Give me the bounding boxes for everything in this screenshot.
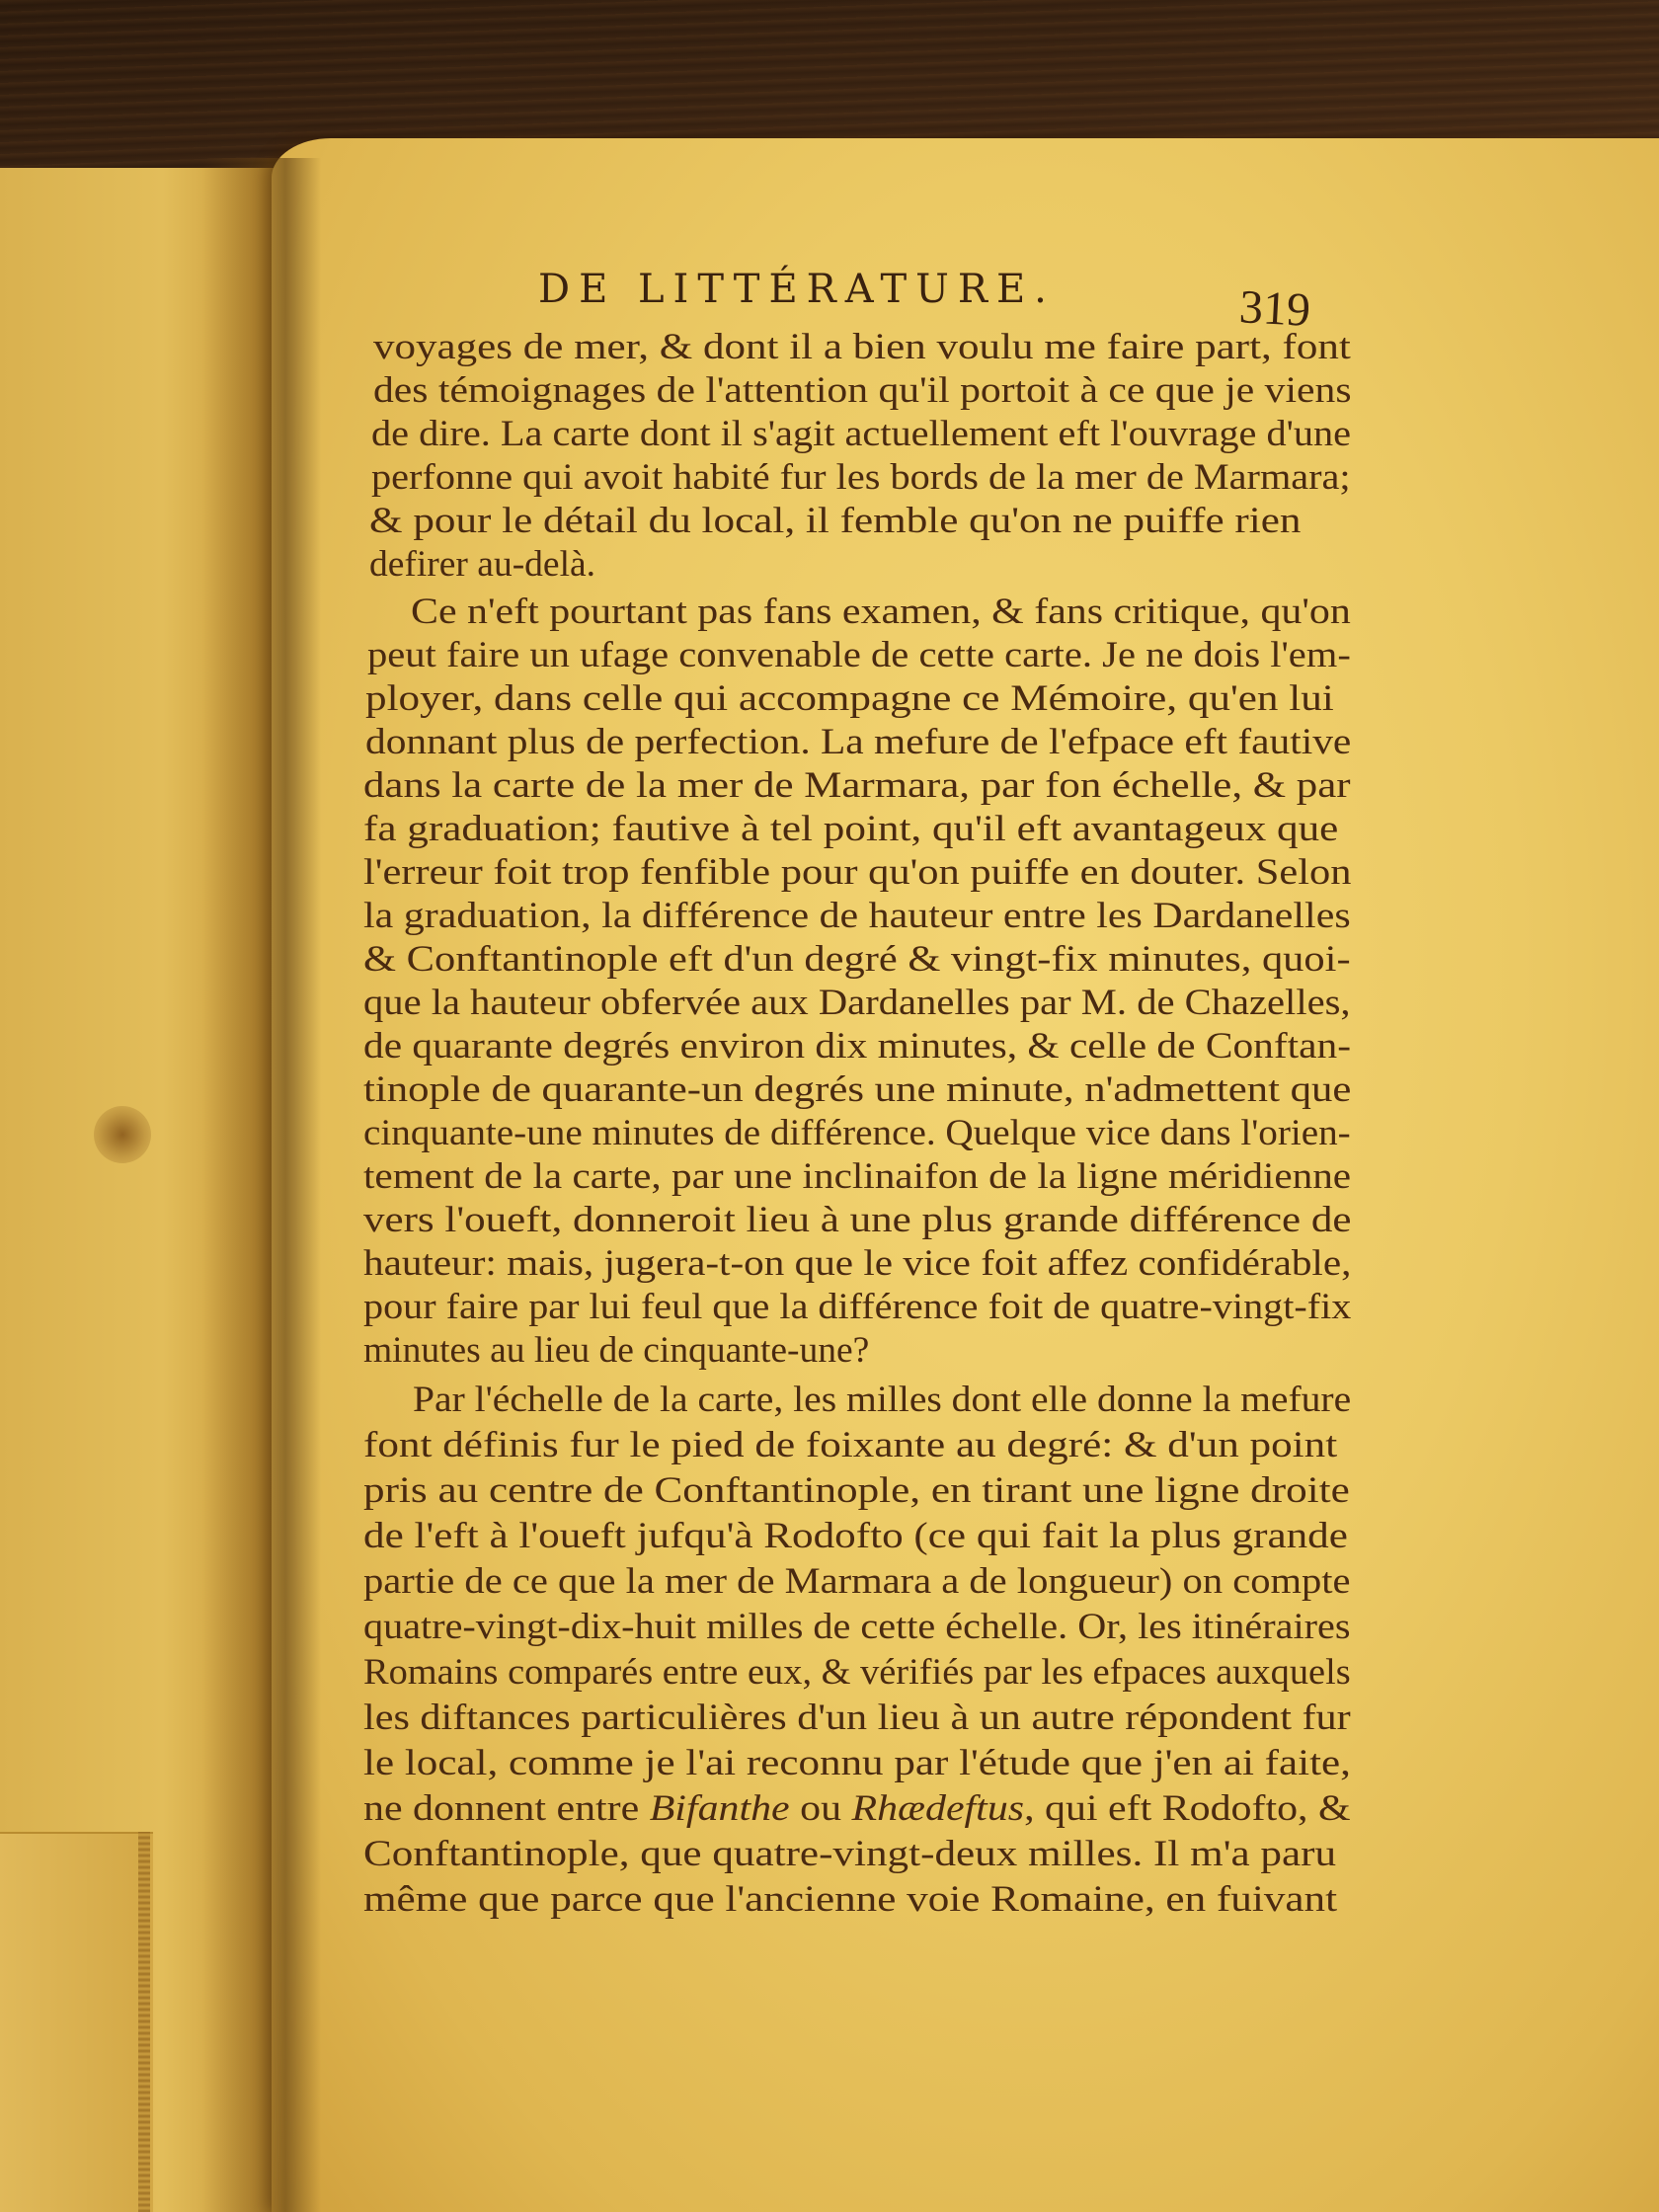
body-line: & pour le détail du local, il femble qu'on ne puiffe rien bbox=[369, 501, 1302, 541]
body-line: & Conftantinople eft d'un degré & vingt-fix minutes, quoi- bbox=[363, 939, 1351, 980]
body-line: la graduation, la différence de hauteur entre les Dardanelles bbox=[363, 896, 1351, 936]
body-line: minutes au lieu de cinquante-une? bbox=[363, 1330, 870, 1371]
body-line: Romains comparés entre eux, & vérifiés par les efpaces auxquels bbox=[363, 1652, 1351, 1693]
body-line-with-italics bbox=[363, 1787, 1351, 1831]
body-line: tement de la carte, par une inclinaifon de la ligne méridienne bbox=[363, 1156, 1352, 1197]
body-line: perfonne qui avoit habité fur les bords de la mer de Marmara; bbox=[371, 457, 1351, 498]
body-line: pris au centre de Conftantinople, en tirant une ligne droite bbox=[363, 1470, 1350, 1511]
line-segment: ne donnent entre bbox=[363, 1788, 650, 1829]
book-gutter bbox=[202, 158, 321, 2212]
left-page-stack bbox=[0, 1832, 153, 2212]
body-line: fa graduation; fautive à tel point, qu'il eft avantageux que bbox=[363, 809, 1339, 849]
page-number: 319 bbox=[1237, 280, 1312, 337]
paragraph-start-line: Par l'échelle de la carte, les milles dont elle donne la mefure bbox=[413, 1380, 1352, 1420]
body-line: hauteur: mais, jugera-t-on que le vice foit affez confidérable, bbox=[363, 1243, 1352, 1284]
body-line: cinquante-une minutes de différence. Quelque vice dans l'orien- bbox=[363, 1113, 1351, 1153]
line-segment: , qui eft Rodofto, & bbox=[1024, 1788, 1351, 1829]
body-line: dans la carte de la mer de Marmara, par fon échelle, & par bbox=[363, 765, 1351, 806]
body-line: pour faire par lui feul que la différence foit de quatre-vingt-fix bbox=[363, 1287, 1352, 1327]
body-line: de l'eft à l'oueft jufqu'à Rodofto (ce qui fait la plus grande bbox=[363, 1516, 1348, 1556]
body-line: tinople de quarante-un degrés une minute, n'admettent que bbox=[363, 1069, 1352, 1110]
italic-place-name: Bifanthe bbox=[649, 1788, 790, 1829]
body-line: que la hauteur obfervée aux Dardanelles par M. de Chazelles, bbox=[363, 983, 1351, 1023]
page-body bbox=[363, 326, 1400, 2005]
body-line: vers l'oueft, donneroit lieu à une plus grande différence de bbox=[363, 1200, 1352, 1240]
line-segment: ou bbox=[789, 1788, 852, 1829]
body-line: peut faire un ufage convenable de cette carte. Je ne dois l'em- bbox=[367, 635, 1351, 675]
body-line: voyages de mer, & dont il a bien voulu me faire part, font bbox=[373, 327, 1351, 367]
body-line: même que parce que l'ancienne voie Romaine, en fuivant bbox=[363, 1879, 1338, 1920]
body-line: de quarante degrés environ dix minutes, & celle de Conftan- bbox=[363, 1026, 1351, 1066]
body-line: font définis fur le pied de foixante au degré: & d'un point bbox=[363, 1425, 1338, 1465]
body-line: des témoignages de l'attention qu'il portoit à ce que je viens bbox=[373, 370, 1352, 411]
paper-stain bbox=[94, 1106, 151, 1163]
running-head: DE LITTÉRATURE. bbox=[538, 267, 1056, 312]
body-line: Conftantinople, que quatre-vingt-deux milles. Il m'a paru bbox=[363, 1834, 1337, 1874]
italic-place-name: Rhædeftus bbox=[851, 1788, 1025, 1829]
left-page-edge bbox=[138, 1832, 150, 2212]
body-line: de dire. La carte dont il s'agit actuellement eft l'ouvrage d'une bbox=[371, 414, 1352, 454]
body-line: quatre-vingt-dix-huit milles de cette échelle. Or, les itinéraires bbox=[363, 1607, 1351, 1647]
body-line: le local, comme je l'ai reconnu par l'étude que j'en ai faite, bbox=[363, 1743, 1351, 1783]
body-line: l'erreur foit trop fenfible pour qu'on puiffe en douter. Selon bbox=[363, 852, 1352, 893]
body-line: defirer au-delà. bbox=[369, 544, 596, 585]
body-line: ployer, dans celle qui accompagne ce Mémoire, qu'en lui bbox=[365, 678, 1334, 719]
body-line: les diftances particulières d'un lieu à un autre répondent fur bbox=[363, 1698, 1351, 1738]
paragraph-start-line: Ce n'eft pourtant pas fans examen, & fans critique, qu'on bbox=[411, 592, 1351, 632]
body-line: donnant plus de perfection. La mefure de l'efpace eft fautive bbox=[365, 722, 1352, 762]
body-line: partie de ce que la mer de Marmara a de longueur) on compte bbox=[363, 1561, 1351, 1602]
